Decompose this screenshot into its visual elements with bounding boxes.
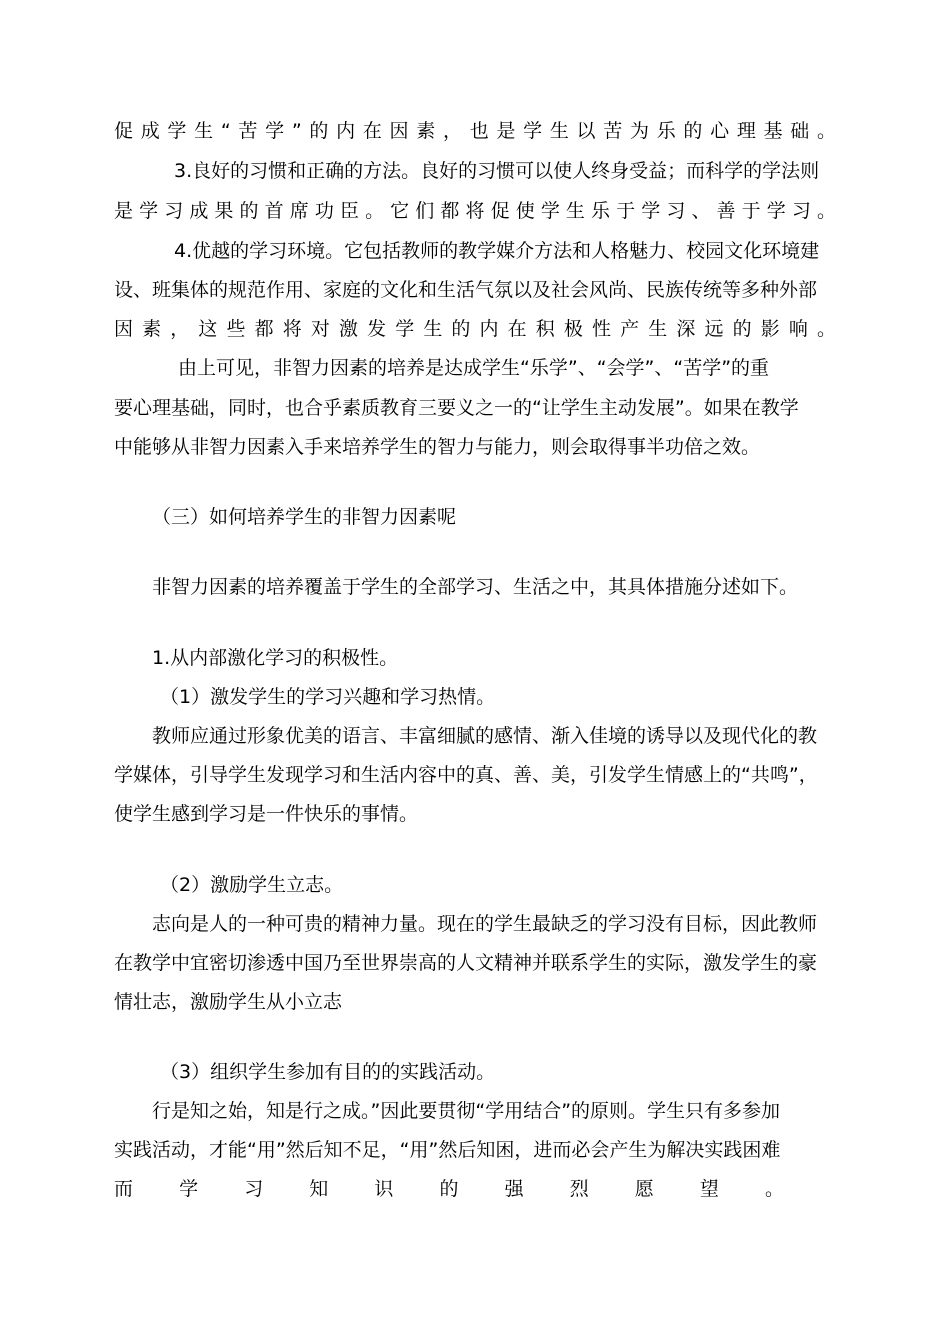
text-line: 志向是人的一种可贵的精神力量。现在的学生最缺乏的学习没有目标，因此教师 (152, 913, 818, 935)
subsection-heading: 1.从内部激化学习的积极性。 (152, 647, 399, 669)
text-line: 促成学生“苦学”的内在因素，也是学生以苦为乐的心理基础。 (114, 120, 836, 142)
text-line: 教师应通过形象优美的语言、丰富细腻的感情、渐入佳境的诱导以及现代化的教 (152, 725, 818, 747)
text-line: 是学习成果的首席功臣。它们都将促使学生乐于学习、善于学习。 (114, 200, 836, 222)
text-line: 3.良好的习惯和正确的方法。良好的习惯可以使人终身受益；而科学的学法则 (174, 160, 820, 182)
item-heading: （2）激励学生立志。 (160, 874, 344, 896)
text-line: 实践活动，才能“用”然后知不足，“用”然后知困，进而必会产生为解决实践困难 (114, 1139, 781, 1161)
text-line: 情壮志，激励学生从小立志 (114, 991, 343, 1013)
text-line: 由上可见，非智力因素的培养是达成学生“乐学”、“会学”、“苦学”的重 (178, 357, 770, 379)
item-heading: （3）组织学生参加有目的的实践活动。 (160, 1061, 496, 1083)
text-line: 设、班集体的规范作用、家庭的文化和生活气氛以及社会风尚、民族传统等多种外部 (114, 279, 818, 301)
section-heading: （三）如何培养学生的非智力因素呢 (152, 506, 457, 528)
text-line: 4.优越的学习环境。它包括教师的教学媒介方法和人格魅力、校园文化环境建 (174, 240, 820, 262)
text-line: 在教学中宜密切渗透中国乃至世界崇高的人文精神并联系学生的实际，激发学生的豪 (114, 952, 818, 974)
text-line: 要心理基础，同时，也合乎素质教育三要义之一的“让学生主动发展”。如果在教学 (114, 397, 799, 419)
text-line: 而学习知识的强烈愿望。 (114, 1178, 784, 1200)
item-heading: （1）激发学生的学习兴趣和学习热情。 (160, 686, 496, 708)
text-line: 因素，这些都将对激发学生的内在积极性产生深远的影响。 (114, 318, 836, 340)
text-line: 行是知之始，知是行之成。”因此要贯彻“学用结合”的原则。学生只有多参加 (152, 1100, 781, 1122)
text-line: 非智力因素的培养覆盖于学生的全部学习、生活之中，其具体措施分述如下。 (152, 576, 799, 598)
text-line: 使学生感到学习是一件快乐的事情。 (114, 803, 419, 825)
text-line: 学媒体，引导学生发现学习和生活内容中的真、善、美，引发学生情感上的“共鸣”， (114, 764, 818, 786)
text-line: 中能够从非智力因素入手来培养学生的智力与能力，则会取得事半功倍之效。 (114, 436, 761, 458)
